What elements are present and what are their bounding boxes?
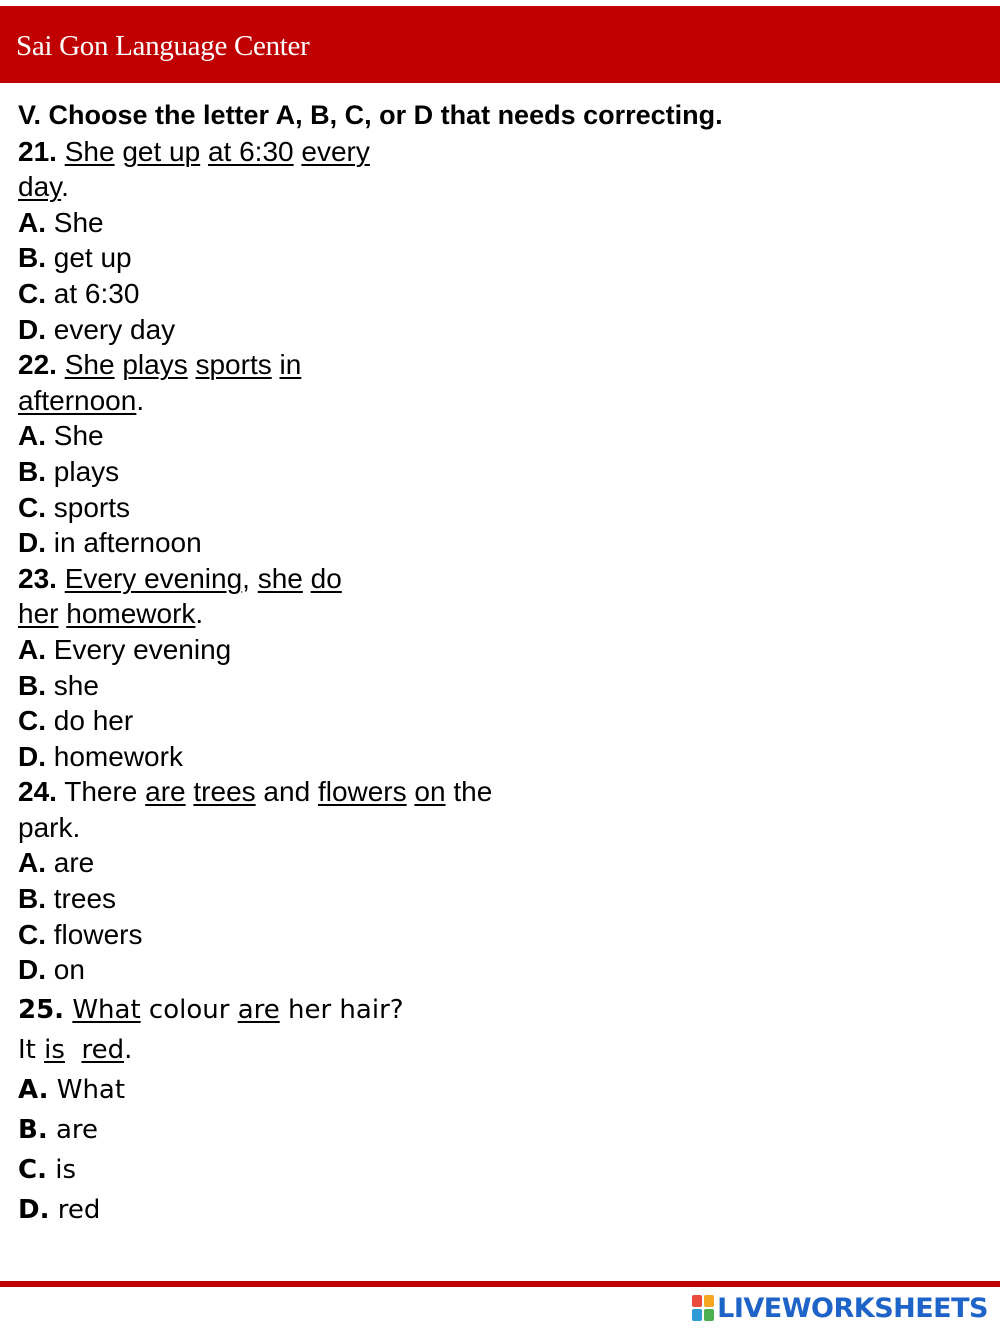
question-sentence <box>18 990 988 1030</box>
question-number: 21. <box>18 135 57 167</box>
option-text: every day <box>53 313 176 345</box>
underlined-part: do <box>310 562 342 594</box>
option-text: she <box>53 669 99 701</box>
underlined-part: her <box>18 598 59 630</box>
answer-option[interactable] <box>18 881 988 917</box>
option-letter: A. <box>18 420 46 452</box>
answer-option[interactable] <box>18 312 988 348</box>
sentence-text: , <box>242 562 258 594</box>
option-letter: B. <box>18 883 46 915</box>
option-text: Every evening <box>53 633 232 665</box>
footer-rule <box>0 1281 1000 1287</box>
option-text: at 6:30 <box>53 277 140 309</box>
option-letter: A. <box>18 1074 49 1105</box>
answer-option[interactable] <box>18 668 988 704</box>
option-text: sports <box>53 491 131 523</box>
underlined-part: on <box>414 776 446 808</box>
option-letter: B. <box>18 1114 48 1145</box>
answer-option[interactable] <box>18 490 988 526</box>
logo-text: LIVEWORKSHEETS <box>717 1292 988 1324</box>
question-list <box>18 134 988 1230</box>
option-letter: B. <box>18 242 46 274</box>
answer-option[interactable] <box>18 703 988 739</box>
option-letter: D. <box>18 527 46 559</box>
question-25 <box>18 990 988 1230</box>
question-22 <box>18 347 988 561</box>
question-sentence-continued <box>18 596 988 632</box>
underlined-part: are <box>145 776 186 808</box>
option-letter: D. <box>18 1194 50 1225</box>
underlined-part: she <box>257 562 303 594</box>
answer-option[interactable] <box>18 632 988 668</box>
question-sentence-continued <box>18 383 988 419</box>
option-text: get up <box>53 242 132 274</box>
option-letter: A. <box>18 847 46 879</box>
underlined-part: trees <box>193 776 256 808</box>
answer-option[interactable] <box>18 418 988 454</box>
question-sentence-continued <box>18 169 988 205</box>
answer-option[interactable] <box>18 276 988 312</box>
answer-option[interactable] <box>18 952 988 988</box>
option-letter: D. <box>18 954 46 986</box>
sentence-text: . <box>61 171 69 203</box>
answer-option[interactable] <box>18 454 988 490</box>
logo-square <box>704 1309 714 1321</box>
underlined-part: get up <box>122 135 201 167</box>
option-text: trees <box>53 883 117 915</box>
sentence-text <box>200 136 208 167</box>
option-text: on <box>53 954 85 986</box>
underlined-part: sports <box>195 349 272 381</box>
sentence-text: . <box>124 1034 133 1065</box>
underlined-part: at 6:30 <box>207 135 294 167</box>
option-text: do her <box>53 705 134 737</box>
answer-option[interactable] <box>18 1110 988 1150</box>
option-letter: D. <box>18 313 46 345</box>
option-text: is <box>55 1154 77 1185</box>
section-heading: V. Choose the letter A, B, C, or D that needs correcting. <box>18 100 723 130</box>
option-letter: C. <box>18 1154 47 1185</box>
question-sentence-continued <box>18 810 988 846</box>
option-text: plays <box>53 455 120 487</box>
sentence-text: . <box>136 384 145 416</box>
sentence-text <box>65 1035 82 1065</box>
underlined-part: What <box>72 994 141 1025</box>
logo-square <box>692 1309 702 1321</box>
worksheet-content <box>18 98 988 1230</box>
underlined-part: every <box>301 135 370 167</box>
underlined-part: afternoon <box>18 384 137 416</box>
answer-option[interactable] <box>18 1070 988 1110</box>
underlined-part: flowers <box>317 776 407 808</box>
logo-square <box>704 1295 714 1307</box>
answer-option[interactable] <box>18 205 988 241</box>
question-21 <box>18 134 988 348</box>
logo-square <box>692 1295 702 1307</box>
option-letter: C. <box>18 918 46 950</box>
option-letter: C. <box>18 277 46 309</box>
sentence-text: park. <box>18 811 81 843</box>
option-text: flowers <box>53 918 143 950</box>
underlined-part: Every evening <box>64 562 243 594</box>
option-text: She <box>53 420 104 452</box>
sentence-text: her hair? <box>279 994 404 1025</box>
option-letter: B. <box>18 455 46 487</box>
underlined-part: is <box>44 1034 65 1065</box>
answer-option[interactable] <box>18 917 988 953</box>
question-sentence <box>18 774 988 810</box>
option-text: red <box>57 1194 101 1225</box>
option-text: homework <box>53 740 183 772</box>
question-sentence-continued <box>18 1030 988 1070</box>
answer-option[interactable] <box>18 1150 988 1190</box>
question-sentence <box>18 347 988 383</box>
sentence-text <box>303 563 311 594</box>
underlined-part: She <box>64 135 115 167</box>
sentence-text: . <box>195 598 204 630</box>
answer-option[interactable] <box>18 845 988 881</box>
question-number: 22. <box>18 349 57 381</box>
underlined-part: are <box>237 994 280 1025</box>
liveworksheets-logo[interactable] <box>692 1291 988 1325</box>
option-letter: B. <box>18 669 46 701</box>
question-sentence <box>18 561 988 597</box>
option-letter: C. <box>18 705 46 737</box>
underlined-part: day <box>18 171 62 203</box>
underlined-part: red <box>81 1034 125 1065</box>
question-sentence <box>18 134 988 170</box>
option-text: in afternoon <box>53 527 202 559</box>
option-letter: C. <box>18 491 46 523</box>
option-text: are <box>55 1114 99 1145</box>
answer-option[interactable] <box>18 240 988 276</box>
header-title: Sai Gon Language Center <box>16 30 310 62</box>
sentence-text: It <box>18 1034 45 1065</box>
question-number: 25. <box>18 994 65 1025</box>
underlined-part: plays <box>122 349 188 381</box>
answer-option[interactable] <box>18 1190 988 1230</box>
logo-icon <box>692 1295 714 1321</box>
option-letter: D. <box>18 740 46 772</box>
underlined-part: homework <box>66 598 196 630</box>
answer-option[interactable] <box>18 739 988 775</box>
sentence-text: There <box>64 776 146 808</box>
option-text: are <box>53 847 95 879</box>
underlined-part: in <box>279 349 302 381</box>
option-letter: A. <box>18 633 46 665</box>
question-24 <box>18 774 988 988</box>
question-number: 23. <box>18 562 57 594</box>
sentence-text: the <box>445 776 493 808</box>
sentence-text: and <box>255 776 318 808</box>
option-letter: A. <box>18 206 46 238</box>
question-23 <box>18 561 988 775</box>
sentence-text: colour <box>140 994 238 1025</box>
sentence-text <box>272 349 280 380</box>
answer-option[interactable] <box>18 525 988 561</box>
underlined-part: She <box>64 349 115 381</box>
question-number: 24. <box>18 776 57 808</box>
option-text: What <box>56 1074 126 1105</box>
option-text: She <box>53 206 104 238</box>
